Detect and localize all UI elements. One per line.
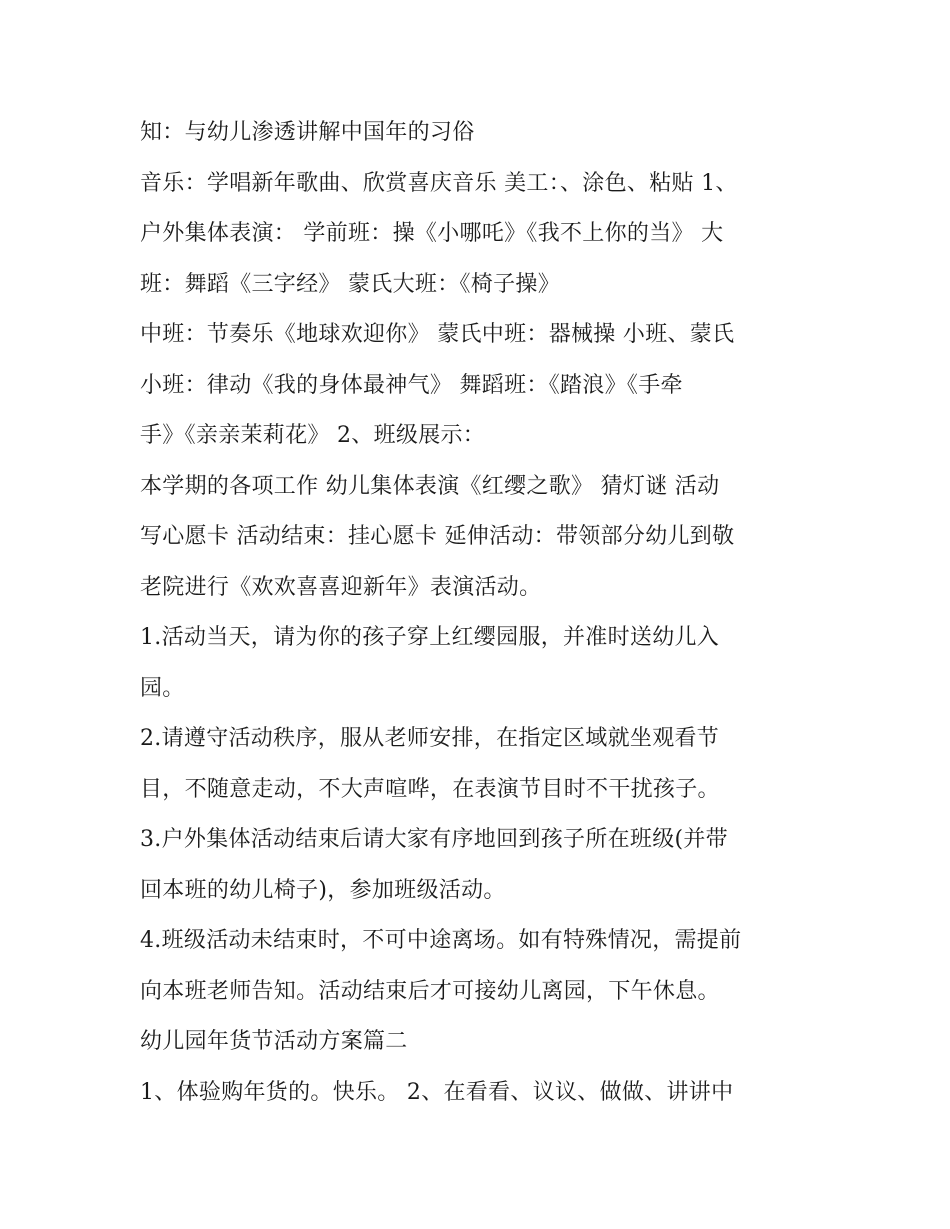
- section-heading: 幼儿园年货节活动方案篇二: [140, 1029, 408, 1054]
- text-line: 音乐：学唱新年歌曲、欣赏喜庆音乐 美工：、涂色、粘贴 1、: [140, 170, 738, 196]
- text-line: 手》《亲亲茉莉花》 2、班级展示：: [140, 423, 486, 448]
- text-line: 小班：律动《我的身体最神气》 舞蹈班：《踏浪》《手牵: [140, 372, 683, 398]
- text-line: 中班：节奏乐《地球欢迎你》 蒙氏中班：器械操 小班、蒙氏: [140, 322, 735, 347]
- notice-item-4-continued: 向本班老师告知。活动结束后才可接幼儿离园，下午休息。: [140, 978, 720, 1004]
- notice-item-2: 2.请遵守活动秩序，服从老师安排，在指定区域就坐观看节: [140, 726, 720, 751]
- text-line: 写心愿卡 活动结束：挂心愿卡 延伸活动：带领部分幼儿到敬: [140, 524, 735, 549]
- notice-item-4: 4.班级活动未结束时，不可中途离场。如有特殊情况，需提前: [140, 928, 742, 953]
- notice-item-1: 1.活动当天，请为你的孩子穿上红缨园服，并准时送幼儿入: [140, 625, 720, 650]
- notice-item-1-continued: 园。: [140, 675, 185, 701]
- text-line: 本学期的各项工作 幼儿集体表演《红缨之歌》 猜灯谜 活动: [140, 473, 720, 499]
- text-line: 知：与幼儿渗透讲解中国年的习俗: [140, 120, 475, 145]
- notice-item-2-continued: 目，不随意走动，不大声喧哗，在表演节目时不干扰孩子。: [140, 776, 720, 802]
- text-line: 1、体验购年货的。快乐。 2、在看看、议议、做做、讲讲中: [140, 1079, 734, 1105]
- text-line: 班：舞蹈《三字经》 蒙氏大班：《椅子操》: [140, 271, 560, 297]
- document-body: [140, 108, 820, 1118]
- notice-item-3-continued: 回本班的幼儿椅子)，参加班级活动。: [140, 877, 506, 903]
- text-line: 老院进行《欢欢喜喜迎新年》表演活动。: [140, 574, 542, 600]
- notice-item-3: 3.户外集体活动结束后请大家有序地回到孩子所在班级(并带: [140, 827, 728, 852]
- text-line: 户外集体表演： 学前班：操《小哪吒》《我不上你的当》 大: [140, 221, 724, 246]
